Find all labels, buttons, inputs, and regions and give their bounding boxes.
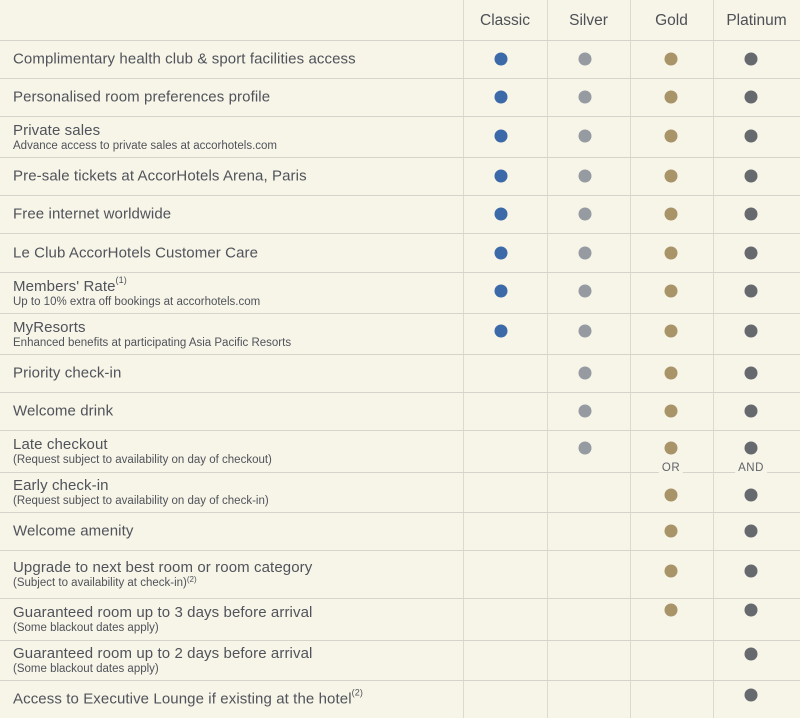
benefit-description: Up to 10% extra off bookings at accorhotels.com	[13, 295, 261, 308]
benefit-label	[13, 122, 277, 152]
gold-benefit-dot	[665, 525, 678, 538]
benefit-label	[13, 687, 363, 708]
row-divider	[0, 195, 800, 196]
silver-benefit-dot	[579, 246, 592, 259]
table-row	[0, 272, 800, 313]
benefit-title: MyResorts	[13, 318, 86, 336]
silver-benefit-dot	[579, 208, 592, 221]
benefit-title: Free internet worldwide	[13, 205, 172, 223]
classic-benefit-dot	[495, 130, 508, 143]
benefit-title: Guaranteed room up to 3 days before arrival	[13, 604, 313, 621]
classic-benefit-dot	[495, 285, 508, 298]
benefit-label	[13, 168, 307, 185]
benefit-label	[13, 206, 171, 223]
platinum-benefit-dot	[745, 325, 758, 338]
table-row	[0, 472, 800, 512]
classic-benefit-dot	[495, 91, 508, 104]
table-row	[0, 550, 800, 598]
benefit-title: Le Club AccorHotels Customer Care	[13, 244, 259, 261]
platinum-benefit-dot	[745, 208, 758, 221]
silver-benefit-dot	[579, 405, 592, 418]
platinum-benefit-dot	[745, 246, 758, 259]
benefit-title: Guaranteed room up to 2 days before arrival	[13, 645, 313, 662]
platinum-benefit-dot	[745, 91, 758, 104]
column-divider	[547, 0, 548, 718]
benefit-title: Welcome amenity	[13, 522, 134, 540]
benefit-description: (Request subject to availability on day of checkout)	[13, 454, 272, 466]
and-connector: AND	[735, 462, 767, 474]
platinum-benefit-dot	[745, 130, 758, 143]
benefit-label	[13, 51, 356, 68]
row-divider	[0, 430, 800, 431]
platinum-benefit-dot	[745, 367, 758, 380]
row-divider	[0, 233, 800, 234]
benefit-label	[13, 403, 113, 420]
benefit-label	[13, 559, 312, 589]
platinum-benefit-dot	[745, 489, 758, 502]
row-divider	[0, 354, 800, 355]
benefit-label	[13, 244, 258, 261]
benefit-description: Advance access to private sales at accorhotels.com	[13, 139, 277, 152]
silver-benefit-dot	[579, 325, 592, 338]
benefit-title: Priority check-in	[13, 364, 122, 382]
benefit-title: Private sales	[13, 121, 101, 139]
benefit-title: Upgrade to next best room or room category	[13, 559, 313, 576]
silver-benefit-dot	[579, 130, 592, 143]
benefit-title: Late checkout	[13, 436, 108, 453]
benefit-label	[13, 436, 272, 466]
platinum-benefit-dot	[745, 53, 758, 66]
platinum-benefit-dot	[745, 525, 758, 538]
silver-benefit-dot	[579, 367, 592, 380]
row-divider	[0, 640, 800, 641]
column-divider	[713, 0, 714, 718]
benefit-label	[13, 89, 270, 106]
header-classic: Classic	[480, 12, 530, 29]
row-divider	[0, 392, 800, 393]
benefit-description: (Some blackout dates apply)	[13, 663, 159, 675]
gold-benefit-dot	[665, 170, 678, 183]
platinum-benefit-dot	[745, 689, 758, 702]
row-divider	[0, 272, 800, 273]
gold-benefit-dot	[665, 285, 678, 298]
header-gold: Gold	[655, 12, 688, 29]
row-divider	[0, 512, 800, 513]
or-connector: OR	[659, 462, 683, 474]
column-divider	[630, 0, 631, 718]
benefit-title: Members' Rate$^{(1)}$	[13, 274, 127, 295]
table-row	[0, 640, 800, 680]
benefit-label	[13, 523, 133, 540]
row-divider	[0, 313, 800, 314]
row-divider	[0, 78, 800, 79]
table-row	[0, 598, 800, 640]
benefit-title: Welcome drink	[13, 402, 114, 420]
gold-benefit-dot	[665, 405, 678, 418]
footnote-ref: (2)	[351, 687, 363, 698]
header-platinum: Platinum	[726, 12, 787, 29]
row-divider	[0, 550, 800, 551]
gold-benefit-dot	[665, 367, 678, 380]
benefit-label	[13, 604, 312, 634]
benefit-description: (Request subject to availability on day of check-in)	[13, 495, 269, 507]
row-divider	[0, 157, 800, 158]
gold-benefit-dot	[665, 565, 678, 578]
benefit-description: (Subject to availability at check-in)$^{(2)}$	[13, 575, 197, 589]
silver-benefit-dot	[579, 442, 592, 455]
classic-benefit-dot	[495, 170, 508, 183]
benefit-label	[13, 645, 312, 675]
platinum-benefit-dot	[745, 565, 758, 578]
platinum-benefit-dot	[745, 405, 758, 418]
classic-benefit-dot	[495, 246, 508, 259]
gold-benefit-dot	[665, 246, 678, 259]
silver-benefit-dot	[579, 91, 592, 104]
platinum-benefit-dot	[745, 648, 758, 661]
row-divider	[0, 116, 800, 117]
silver-benefit-dot	[579, 170, 592, 183]
platinum-benefit-dot	[745, 170, 758, 183]
benefit-description: (Some blackout dates apply)	[13, 622, 159, 634]
table-row	[0, 313, 800, 354]
benefit-title: Access to Executive Lounge if existing at the hotel$^{(2)}$	[13, 687, 363, 708]
platinum-benefit-dot	[745, 604, 758, 617]
row-divider	[0, 598, 800, 599]
table-row	[0, 233, 800, 272]
column-divider	[463, 0, 464, 718]
table-row	[0, 116, 800, 157]
platinum-benefit-dot	[745, 285, 758, 298]
table-row	[0, 512, 800, 550]
gold-benefit-dot	[665, 130, 678, 143]
table-row	[0, 392, 800, 430]
gold-benefit-dot	[665, 325, 678, 338]
silver-benefit-dot	[579, 53, 592, 66]
gold-benefit-dot	[665, 489, 678, 502]
benefit-description: Enhanced benefits at participating Asia Pacific Resorts	[13, 336, 292, 349]
benefit-title: Early check-in	[13, 477, 109, 494]
benefit-label	[13, 365, 121, 382]
benefit-label	[13, 319, 291, 349]
benefit-title: Pre-sale tickets at AccorHotels Arena, Paris	[13, 167, 307, 185]
classic-benefit-dot	[495, 208, 508, 221]
table-row	[0, 354, 800, 392]
platinum-benefit-dot	[745, 442, 758, 455]
table-row	[0, 195, 800, 233]
header-silver: Silver	[569, 12, 608, 29]
classic-benefit-dot	[495, 53, 508, 66]
row-divider	[0, 40, 800, 41]
benefit-label	[13, 477, 269, 507]
footnote-ref: (2)	[186, 575, 197, 584]
gold-benefit-dot	[665, 53, 678, 66]
table-row	[0, 78, 800, 116]
table-row	[0, 40, 800, 78]
benefit-label	[13, 274, 261, 308]
classic-benefit-dot	[495, 325, 508, 338]
gold-benefit-dot	[665, 208, 678, 221]
benefit-title: Personalised room preferences profile	[13, 88, 271, 106]
table-row	[0, 680, 800, 718]
row-divider	[0, 680, 800, 681]
silver-benefit-dot	[579, 285, 592, 298]
gold-benefit-dot	[665, 604, 678, 617]
gold-benefit-dot	[665, 442, 678, 455]
table-row	[0, 157, 800, 195]
gold-benefit-dot	[665, 91, 678, 104]
benefit-title: Complimentary health club & sport facilities access	[13, 50, 356, 68]
footnote-ref: (1)	[115, 274, 127, 285]
